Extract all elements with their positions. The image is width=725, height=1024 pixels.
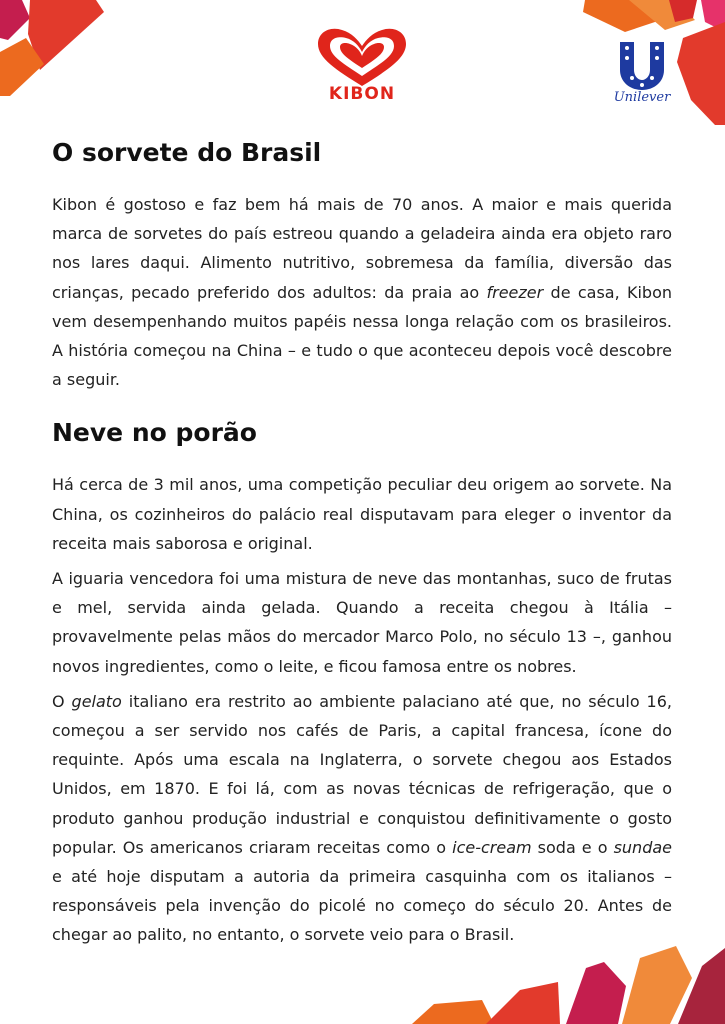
text-run: italiano era restrito ao ambiente palaciano até que, no século 16, começou a ser servido nos cafés de Paris, a capital francesa, ícone do requinte. Após uma escala na Inglaterra, o sorvete chegou aos Estados Unidos, em 1870. E foi lá, com as novas técnicas de refrigeração, que o produto ganhou produção industrial e conquistou definitivamente o gosto popular. Os americanos criaram receitas como o: [52, 691, 672, 857]
text-run: Kibon é gostoso e faz bem há mais de 70 anos. A maior e mais querida marca de sorvetes do país estreou quando a geladeira ainda era objeto raro nos lares daqui. Alimento nutritivo, sobremesa da família, diversão das crianças, pecado preferido dos adultos: da praia ao: [52, 195, 672, 302]
article-body: [52, 128, 672, 956]
intro-paragraph: [52, 190, 672, 394]
body-paragraph: Há cerca de 3 mil anos, uma competição peculiar deu origem ao sorvete. Na China, os cozinheiros do palácio real disputavam para eleger o inventor da receita mais saborosa e original.: [52, 475, 672, 553]
text-run: de casa, Kibon vem desempenhando muitos papéis nessa longa relação com os brasileiros. A história começou na China – e tudo o que aconteceu depois você descobre a seguir.: [52, 282, 673, 390]
unilever-wordmark: Unilever: [613, 90, 671, 105]
section-title: O sorvete do Brasil: [52, 138, 322, 167]
text-run: O: [52, 691, 72, 711]
kibon-wordmark: KIBON: [328, 84, 396, 104]
text-run: soda e o: [531, 837, 614, 857]
body-paragraph: [52, 687, 672, 950]
body-paragraph: A iguaria vencedora foi uma mistura de neve das montanhas, suco de frutas e mel, servida ainda gelada. Quando a receita chegou à Itália – provavelmente pelas mãos do mercador Marco Polo, no século 13 –, ganhou novos ingredientes, como o leite, e ficou famosa entre os nobres.: [52, 569, 672, 676]
kibon-logo: [310, 26, 414, 106]
unilever-logo: [608, 40, 676, 108]
italic-term: ice-cream: [452, 837, 532, 857]
italic-term: freezer: [486, 282, 544, 302]
unilever-u-icon: [608, 40, 676, 90]
section-title: Neve no porão: [52, 418, 257, 448]
italic-term: gelato: [71, 691, 122, 711]
top-left-decoration: [0, 0, 120, 110]
italic-term: sundae: [613, 837, 672, 857]
text-run: e até hoje disputam a autoria da primeira casquinha com os italianos – responsáveis pela invenção do picolé no começo do século 20. Antes de chegar ao palito, no entanto, o sorvete veio para o Brasil.: [52, 867, 672, 945]
